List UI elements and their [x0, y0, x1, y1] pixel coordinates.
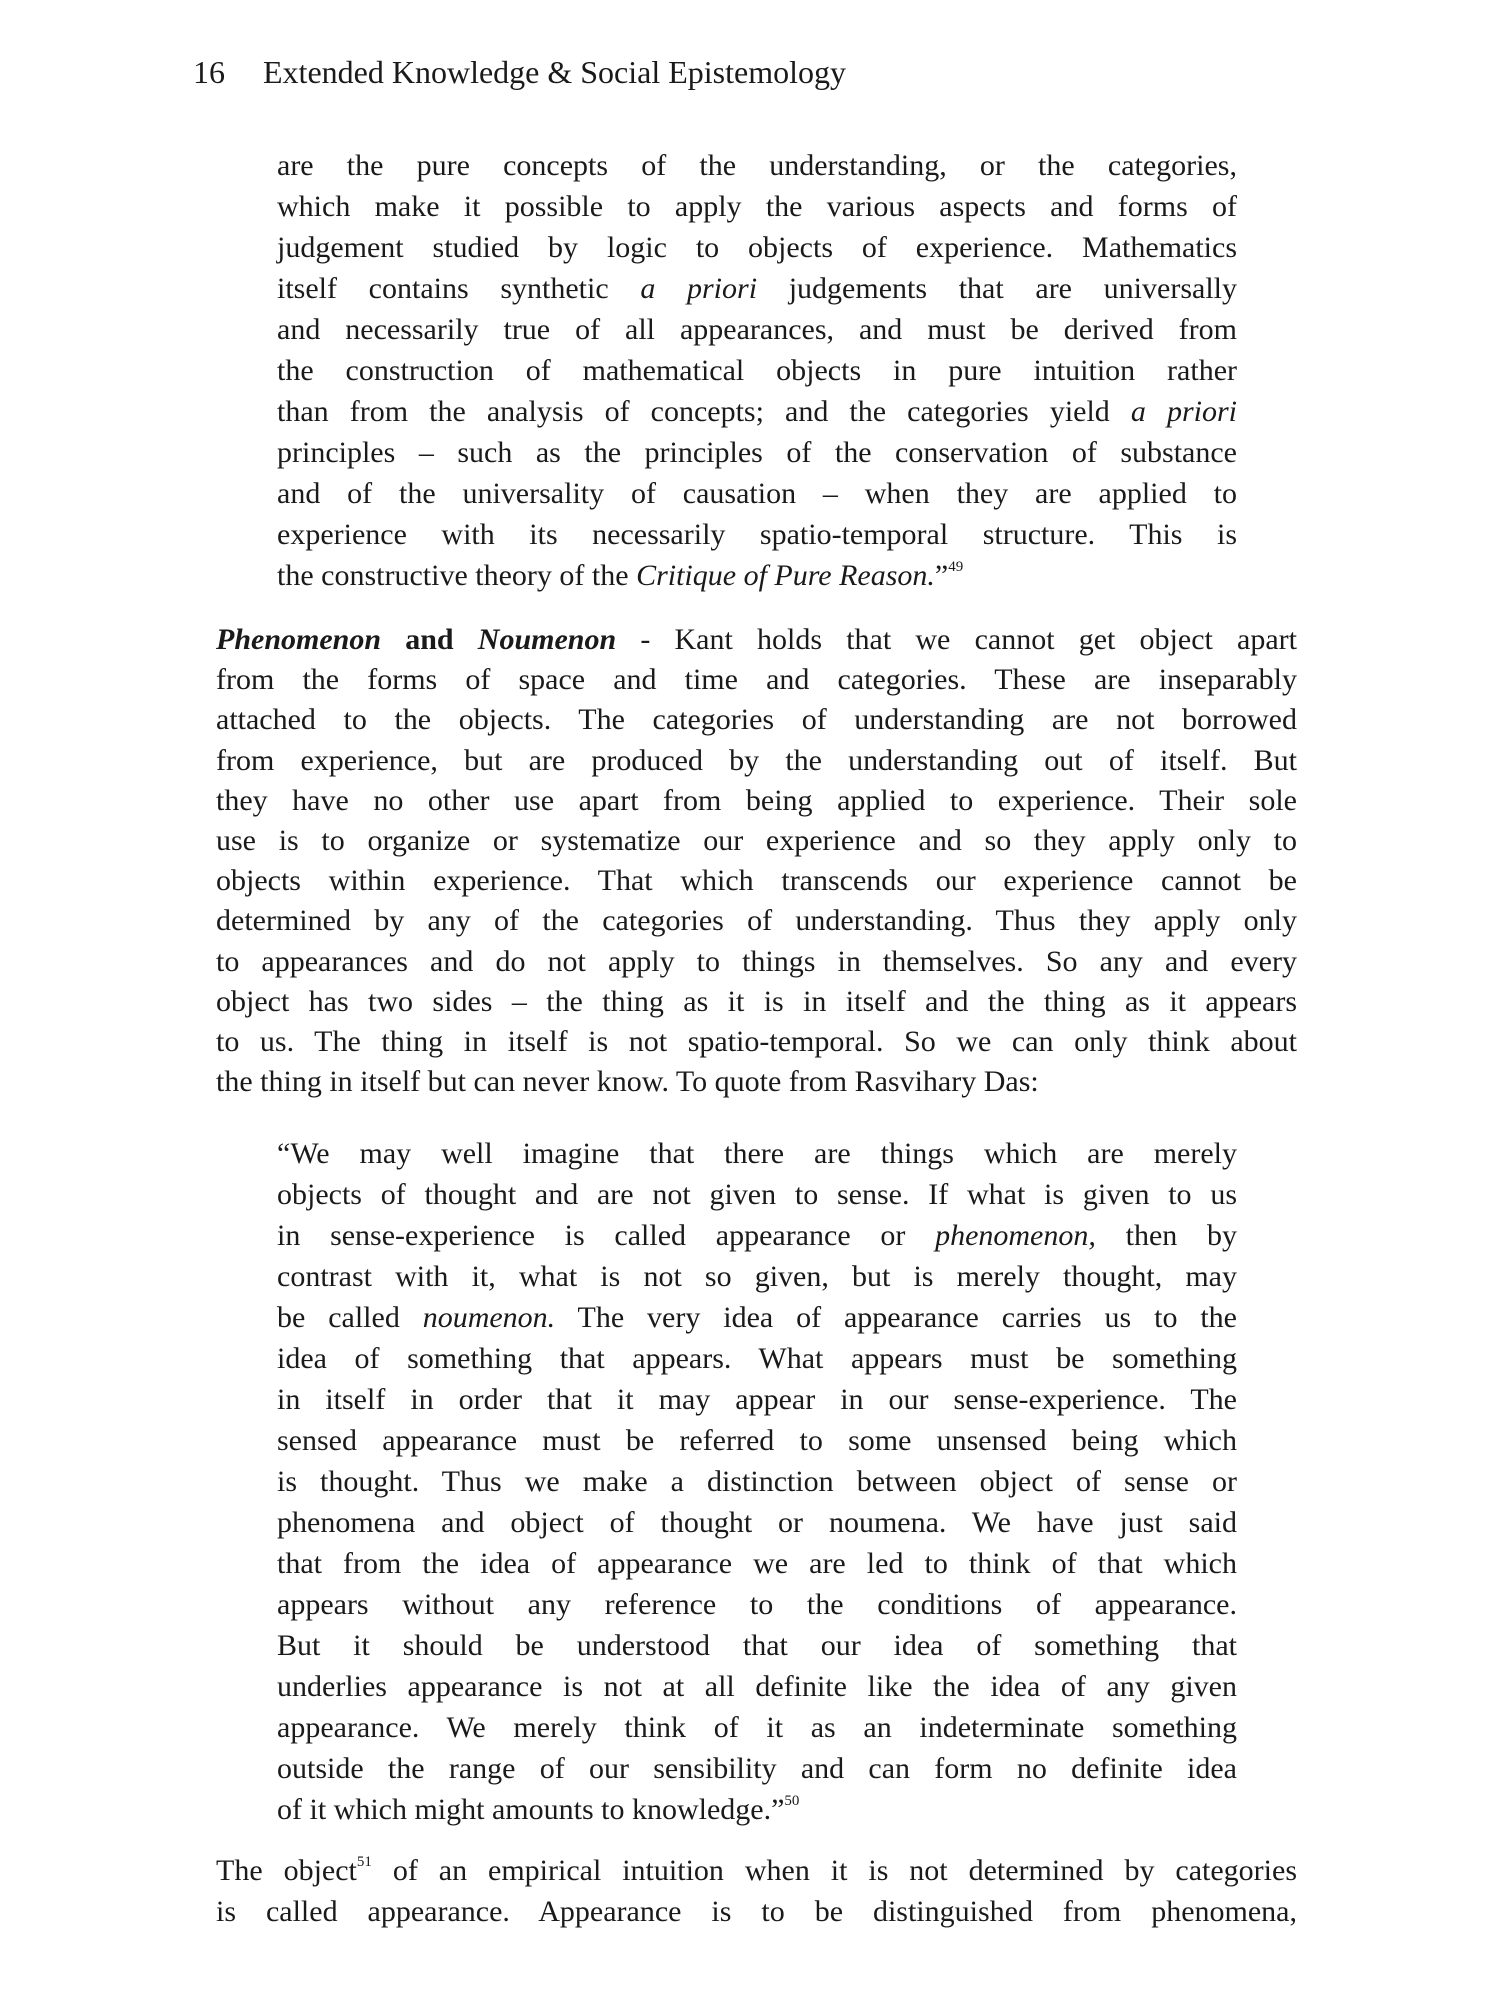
text-line [277, 391, 1237, 432]
text-line [277, 1215, 1237, 1256]
text-line [277, 268, 1237, 309]
emphasized-text: Phenomenon [216, 623, 382, 656]
text-line [216, 982, 1297, 1022]
text-line [277, 1338, 1237, 1379]
text-line [277, 1461, 1237, 1502]
quote-2 [277, 1133, 1237, 1830]
text-run: judgements that are universally [757, 272, 1237, 305]
text-line [277, 1297, 1237, 1338]
text-line [277, 350, 1237, 391]
text-line [277, 1789, 1237, 1830]
text-run: principles – such as the principles of the conservation of substance [277, 436, 1237, 469]
text-line [216, 942, 1297, 982]
emphasized-text: Critique of Pure Reason. [636, 559, 935, 592]
text-run: phenomena and object of thought or noumena. We have just said [277, 1506, 1237, 1539]
text-line [216, 741, 1297, 781]
text-line [216, 861, 1297, 901]
text-run: of an empirical intuition when it is not determined by categories [371, 1854, 1297, 1887]
text-run: underlies appearance is not at all definite like the idea of any given [277, 1670, 1237, 1703]
text-run: use is to organize or systematize our experience and so they apply only to [216, 823, 1297, 857]
text-run: to us. The thing in itself is not spatio-temporal. So we can only think about [216, 1024, 1297, 1058]
text-run: idea of something that appears. What appears must be something [277, 1342, 1237, 1375]
text-line [277, 145, 1237, 186]
text-run: But it should be understood that our idea of something that [277, 1629, 1237, 1662]
text-line [277, 1625, 1237, 1666]
text-line [277, 1543, 1237, 1584]
text-run: be called [277, 1301, 423, 1334]
text-run: which make it possible to apply the various aspects and forms of [277, 190, 1237, 223]
footnote-reference: 50 [784, 1793, 800, 1809]
emphasized-text: and [381, 623, 478, 656]
text-run: ” [934, 559, 949, 592]
text-run: to appearances and do not apply to things in themselves. So any and every [216, 944, 1297, 978]
text-line [277, 473, 1237, 514]
text-line [277, 1133, 1237, 1174]
emphasized-text: Noumenon [477, 623, 617, 656]
emphasized-text: a priori [1130, 395, 1237, 428]
text-run: itself contains synthetic [277, 272, 641, 305]
text-line [216, 1022, 1297, 1062]
text-run: and necessarily true of all appearances, and must be derived from [277, 313, 1237, 346]
text-line [216, 1891, 1297, 1932]
text-line [277, 1256, 1237, 1297]
text-line [277, 514, 1237, 555]
paragraph-2 [216, 1850, 1297, 1932]
running-header [193, 48, 846, 96]
text-run: from the forms of space and time and categories. These are inseparably [216, 663, 1297, 697]
text-run: and of the universality of causation – when they are applied to [277, 477, 1237, 510]
text-line [216, 1850, 1297, 1891]
paragraph-1 [216, 620, 1297, 1102]
text-line [216, 620, 1297, 660]
text-line [277, 1420, 1237, 1461]
text-run: of it which might amounts to knowledge.” [277, 1793, 785, 1826]
text-run: The very idea of appearance carries us to the [555, 1301, 1237, 1334]
text-run: then by [1095, 1219, 1237, 1252]
text-line [277, 227, 1237, 268]
running-title: Extended Knowledge & Social Epistemology [263, 54, 846, 90]
text-run: appears without any reference to the conditions of appearance. [277, 1588, 1237, 1621]
text-run: objects within experience. That which transcends our experience cannot be [216, 864, 1297, 898]
text-line [277, 1379, 1237, 1420]
text-run: the construction of mathematical objects in pure intuition rather [277, 354, 1237, 387]
text-run: than from the analysis of concepts; and the categories yield [277, 395, 1131, 428]
quote-1 [277, 145, 1237, 596]
text-run: determined by any of the categories of understanding. Thus they apply only [216, 904, 1297, 938]
page-number: 16 [193, 54, 225, 90]
emphasized-text: phenomenon, [935, 1219, 1096, 1252]
text-line [277, 432, 1237, 473]
text-run: that from the idea of appearance we are led to think of that which [277, 1547, 1237, 1580]
text-run: objects of thought and are not given to sense. If what is given to us [277, 1178, 1237, 1211]
text-line [216, 781, 1297, 821]
text-line [277, 555, 1237, 596]
text-run: attached to the objects. The categories of understanding are not borrowed [216, 703, 1297, 737]
text-run: in itself in order that it may appear in our sense-experience. The [277, 1383, 1237, 1416]
footnote-reference: 49 [948, 559, 964, 575]
text-line [277, 1584, 1237, 1625]
text-run: object has two sides – the thing as it is in itself and the thing as it appears [216, 984, 1297, 1018]
footnote-reference: 51 [356, 1854, 372, 1870]
text-run: “We may well imagine that there are things which are merely [277, 1137, 1237, 1170]
text-line [216, 660, 1297, 700]
text-run: they have no other use apart from being applied to experience. Their sole [216, 783, 1297, 817]
text-run: from experience, but are produced by the understanding out of itself. But [216, 743, 1297, 777]
text-run: are the pure concepts of the understanding, or the categories, [277, 149, 1237, 182]
text-line [277, 309, 1237, 350]
text-line [277, 1707, 1237, 1748]
text-run: appearance. We merely think of it as an indeterminate something [277, 1711, 1237, 1744]
text-run: judgement studied by logic to objects of experience. Mathematics [277, 231, 1237, 264]
text-run: contrast with it, what is not so given, but is merely thought, may [277, 1260, 1237, 1293]
text-line [277, 186, 1237, 227]
text-run: the thing in itself but can never know. To quote from Rasvihary Das: [216, 1065, 1039, 1099]
text-line [216, 700, 1297, 740]
text-line [216, 1062, 1297, 1102]
text-line [216, 901, 1297, 941]
text-run: experience with its necessarily spatio-temporal structure. This is [277, 518, 1237, 551]
text-run: - Kant holds that we cannot get object apart [616, 623, 1297, 656]
text-run: is thought. Thus we make a distinction between object of sense or [277, 1465, 1237, 1498]
emphasized-text: noumenon. [422, 1301, 556, 1334]
text-run: the constructive theory of the [277, 559, 637, 592]
text-run: in sense-experience is called appearance or [277, 1219, 936, 1252]
text-line [277, 1666, 1237, 1707]
text-run: is called appearance. Appearance is to be distinguished from phenomena, [216, 1895, 1297, 1928]
text-run: outside the range of our sensibility and can form no definite idea [277, 1752, 1237, 1785]
text-line [277, 1502, 1237, 1543]
text-line [277, 1174, 1237, 1215]
text-line [216, 821, 1297, 861]
text-run: The object [216, 1854, 357, 1887]
text-run: sensed appearance must be referred to some unsensed being which [277, 1424, 1237, 1457]
emphasized-text: a priori [640, 272, 758, 305]
text-line [277, 1748, 1237, 1789]
